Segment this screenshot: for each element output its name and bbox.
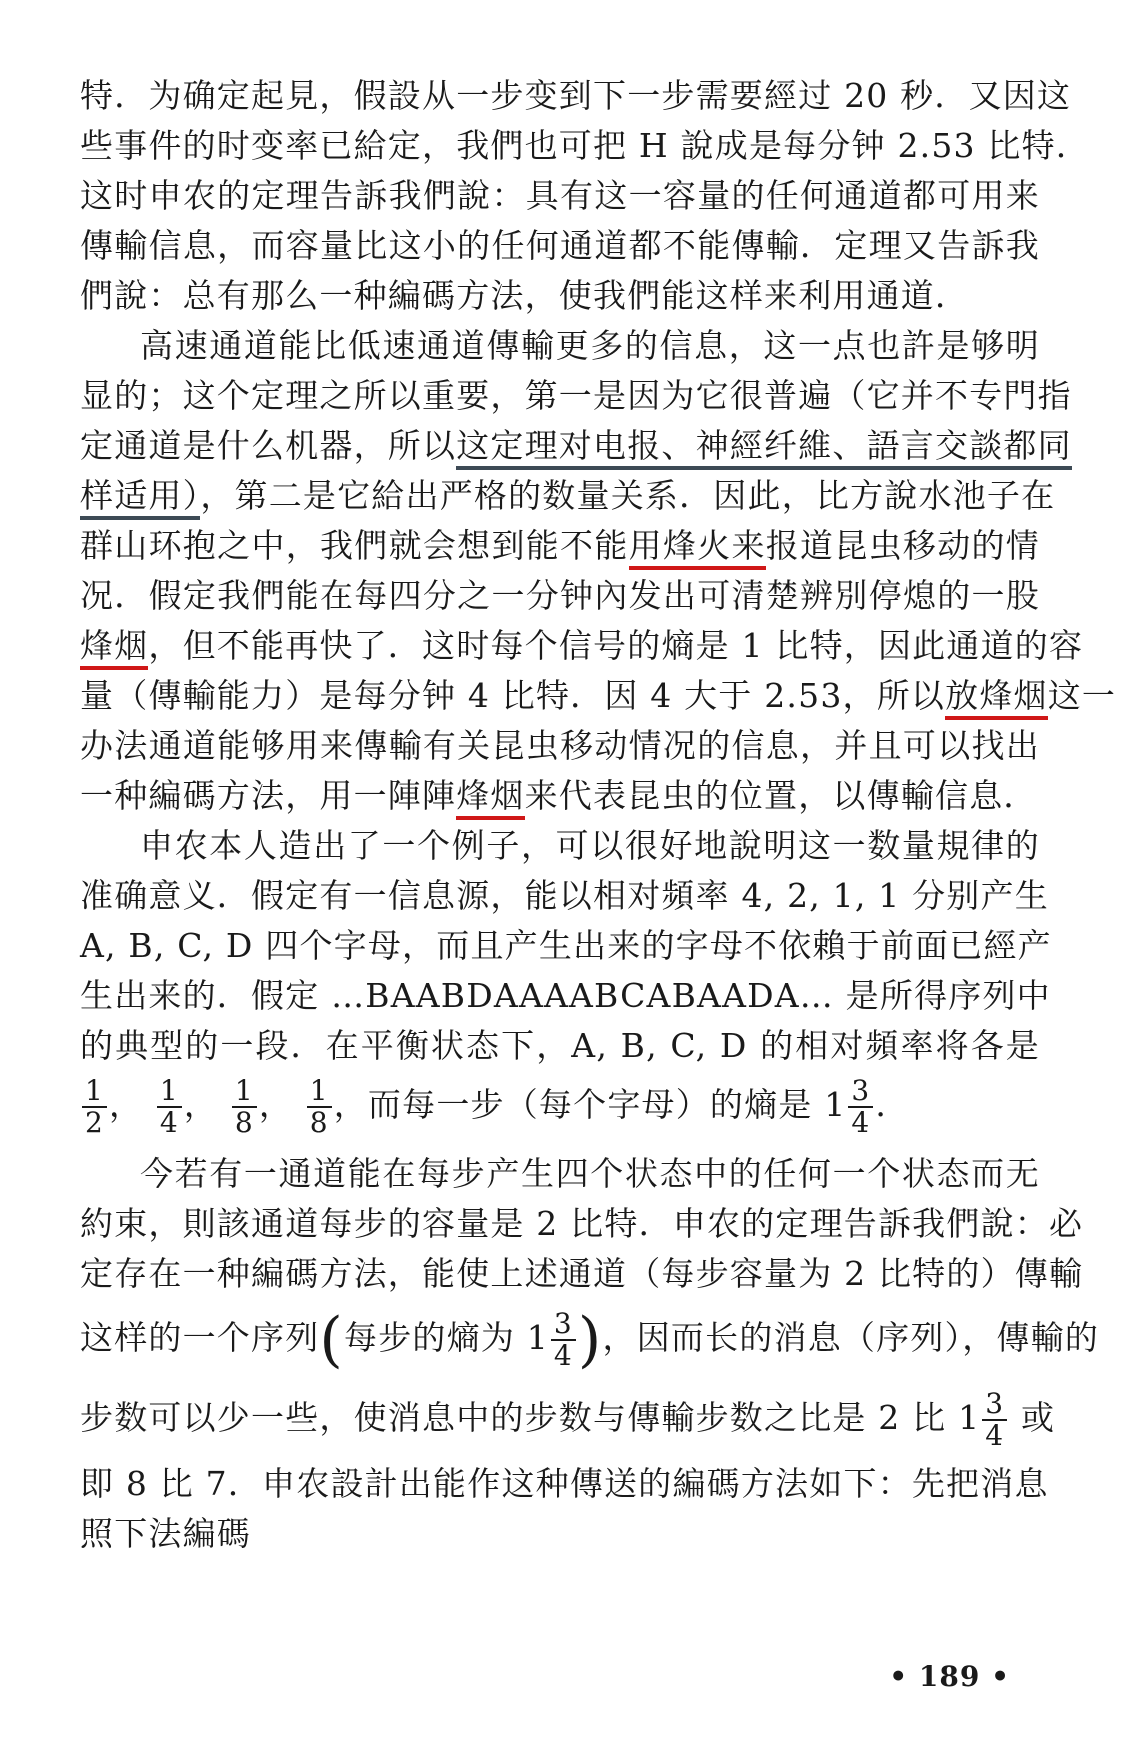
- page-number: • 189 •: [889, 1660, 1010, 1693]
- underlined-phrase: 样适用）: [80, 476, 200, 520]
- fraction: $\frac{1}{2}$: [82, 1076, 107, 1138]
- red-underlined-phrase: 放烽烟: [945, 676, 1048, 720]
- fraction-line: $\frac{1}{2}$ ， $\frac{1}{4}$ ， $\frac{1}{8}$ ， $\frac{1}{8}$ ，而每一步（每个字母）的熵是 1 $\frac{3}{4}$ ．: [80, 1070, 1040, 1140]
- fraction: $\frac{3}{4}$: [982, 1389, 1007, 1451]
- text-line: A, B, C, D 四个字母，而且产生出来的字母不依賴于前面已經产: [80, 926, 1052, 965]
- underlined-phrase: 这定理对电报、神經纤維、語言交談都同: [456, 426, 1072, 470]
- fraction: $\frac{1}{4}$: [157, 1076, 182, 1138]
- text-line: 群山环抱之中，我們就会想到能不能用烽火来报道昆虫移动的情: [80, 522, 1040, 570]
- text-line: 况．假定我們能在每四分之一分钟內发出可清楚辨別停熄的一股: [80, 576, 1040, 615]
- fraction: $\frac{3}{4}$: [551, 1309, 576, 1371]
- red-underlined-phrase: 用烽火来: [629, 526, 766, 570]
- text-line: 办法通道能够用来傳輸有关昆虫移动情况的信息，并且可以找出: [80, 726, 1040, 765]
- text-line: 照下法編碼: [80, 1514, 251, 1553]
- text-line: 烽烟，但不能再快了．这时每个信号的熵是 1 比特，因此通道的容: [80, 622, 1040, 670]
- paragraph-start-line: 今若有一通道能在每步产生四个状态中的任何一个状态而无: [140, 1154, 1040, 1193]
- text-line: 定存在一种編碼方法，能使上述通道（每步容量为 2 比特的）傳輸: [80, 1254, 1084, 1293]
- paragraph-start-line: 申农本人造出了一个例子，可以很好地說明这一数量規律的: [140, 826, 1040, 865]
- text-line: 特．为确定起見，假設从一步变到下一步需要經过 20 秒．又因这: [80, 76, 1072, 115]
- text-line: 显的；这个定理之所以重要，第一是因为它很普遍（它并不专門指: [80, 376, 1072, 415]
- text-line: 这时申农的定理告訴我們說：具有这一容量的任何通道都可用来: [80, 176, 1040, 215]
- text-line: 样适用），第二是它給出严格的数量关系．因此，比方說水池子在: [80, 472, 1040, 520]
- fraction: $\frac{1}{8}$: [307, 1076, 332, 1138]
- text-line: 傳輸信息，而容量比这小的任何通道都不能傳輸．定理又告訴我: [80, 226, 1040, 265]
- fraction: $\frac{1}{8}$: [232, 1076, 257, 1138]
- red-underlined-phrase: 烽烟: [456, 776, 524, 820]
- text-line: 些事件的时变率已給定，我們也可把 H 說成是每分钟 2.53 比特．: [80, 126, 1091, 165]
- text-line: 准确意义．假定有一信息源，能以相对頻率 4, 2, 1, 1 分别产生: [80, 876, 1049, 915]
- red-underlined-phrase: 烽烟: [80, 626, 148, 670]
- text-line: 生出来的．假定 …BAABDAAAABCABAADA… 是所得序列中: [80, 976, 1051, 1015]
- paragraph-start-line: 高速通道能比低速通道傳輸更多的信息，这一点也許是够明: [140, 326, 1040, 365]
- fraction: $\frac{3}{4}$: [848, 1076, 873, 1138]
- text-line: 定通道是什么机器，所以这定理对电报、神經纤維、語言交談都同: [80, 422, 1040, 470]
- text-line: 們說：总有那么一种編碼方法，使我們能这样来利用通道．: [80, 276, 970, 315]
- text-line: 量（傳輸能力）是每分钟 4 比特．因 4 大于 2.53，所以放烽烟这一: [80, 672, 1040, 720]
- text-line: 的典型的一段．在平衡状态下，A, B, C, D 的相对頻率将各是: [80, 1026, 1040, 1065]
- text-line: 一种編碼方法，用一陣陣烽烟来代表昆虫的位置，以傳輸信息．: [80, 772, 1040, 820]
- text-line: 約束，則該通道每步的容量是 2 比特．申农的定理告訴我們說：必: [80, 1204, 1084, 1243]
- text-line: 即 8 比 7．申农設計出能作这种傳送的編碼方法如下：先把消息: [80, 1464, 1049, 1503]
- fraction-line: 这样的一个序列(每步的熵为 1 $\frac{3}{4}$ )，因而长的消息（序列），傳輸的: [80, 1305, 1100, 1375]
- fraction-line: 步数可以少一些，使消息中的步数与傳輸步数之比是 2 比 1 $\frac{3}{4}$ 或: [80, 1387, 1056, 1452]
